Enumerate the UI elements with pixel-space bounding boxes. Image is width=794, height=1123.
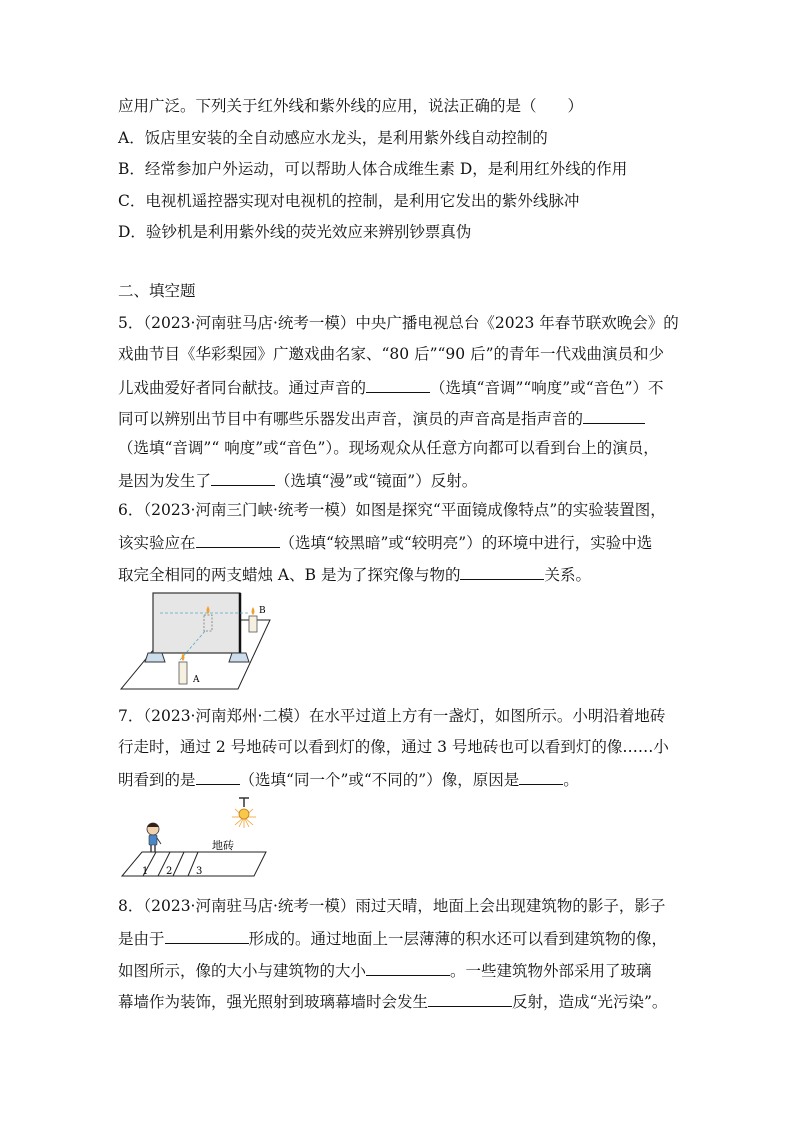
q6-line-1: 6．（2023·河南三门峡·统考一模）如图是探究“平面镜成像特点”的实验装置图， [118, 501, 666, 519]
q5-line-3-text-b: （选填“音调”“响度”或“音色”）不 [430, 379, 664, 397]
q6-blank-1[interactable] [196, 531, 280, 548]
tile-label-3: 3 [196, 866, 203, 877]
q5-line-3 [118, 376, 678, 398]
q6-line-3-text-b: 关系。 [544, 566, 591, 584]
q8-line-2 [118, 927, 678, 949]
q5-blank-2[interactable] [583, 407, 645, 424]
candle-b-flame [252, 607, 255, 615]
label-a: A [193, 675, 200, 685]
q4-stem: 应用广泛。下列关于红外线和紫外线的应用，说法正确的是（ ） [118, 97, 584, 115]
q8-line-3-text-a: 如图所示，像的大小与建筑物的大小 [118, 962, 367, 980]
q7-line-3-text-c: 。 [563, 771, 579, 789]
q8-blank-1[interactable] [165, 927, 249, 944]
q7-line-3-text-b: （选填“同一个”或“不同的”）像，原因是 [239, 771, 520, 789]
q8-line-4-text-b: 反射，造成“光污染”。 [512, 993, 668, 1011]
q8-line-2-text-a: 是由于 [118, 930, 165, 948]
q5-line-6-text-a: 是因为发生了 [118, 472, 212, 490]
candle-a-flame [182, 653, 185, 661]
tile-label-1: 1 [142, 866, 149, 877]
right-clamp [229, 653, 249, 662]
q5-line-3-text-a: 儿戏曲爱好者同台献技。通过声音的 [118, 379, 367, 397]
q8-line-3-text-b: 。一些建筑物外部采用了玻璃 [450, 962, 652, 980]
lamp-floor-figure [118, 795, 274, 877]
q8-line-1: 8．（2023·河南驻马店·统考一模）雨过天晴，地面上会出现建筑物的影子，影子 [118, 897, 666, 915]
q4-option-b: B．经常参加户外运动，可以帮助人体合成维生素 D，是利用红外线的作用 [118, 160, 628, 178]
q5-blank-3[interactable] [211, 469, 275, 486]
q7-line-2: 行走时，通过 2 号地砖可以看到灯的像，通过 3 号地砖也可以看到灯的像……小 [118, 738, 669, 756]
q7-line-1: 7．（2023·河南郑州·二模）在水平过道上方有一盏灯，如图所示。小明沿着地砖 [118, 707, 666, 725]
q5-line-6 [118, 469, 678, 491]
candle-b [249, 616, 257, 632]
q5-blank-1[interactable] [366, 376, 430, 393]
q6-line-3 [118, 563, 678, 585]
q7-line-3 [118, 768, 678, 790]
q4-option-a: A．饭店里安装的全自动感应水龙头，是利用紫外线自动控制的 [118, 129, 548, 147]
label-b: B [259, 606, 266, 616]
q6-line-3-text-a: 取完全相同的两支蜡烛 A、B 是为了探究像与物的 [118, 566, 461, 584]
q6-line-2-text-a: 该实验应在 [118, 534, 196, 552]
section-title: 二、填空题 [118, 282, 196, 300]
q6-line-2-text-b: （选填“较黑暗”或“较明亮”）的环境中进行，实验中选 [279, 534, 653, 552]
q4-option-c: C．电视机遥控器实现对电视机的控制，是利用它发出的紫外线脉冲 [118, 192, 580, 210]
q8-line-3 [118, 959, 678, 981]
q5-line-4-text-a: 同可以辨别出节目中有哪些乐器发出声音，演员的声音高是指声音的 [118, 410, 584, 428]
q8-line-4 [118, 990, 678, 1012]
mirror-experiment-figure [118, 590, 278, 692]
candle-a [179, 662, 187, 684]
q5-line-1: 5．（2023·河南驻马店·统考一模）中央广播电视总台《2023 年春节联欢晚会》的 [118, 314, 679, 332]
q8-line-2-text-b: 形成的。通过地面上一层薄薄的积水还可以看到建筑物的像， [248, 930, 668, 948]
floor-label: 地砖 [212, 839, 234, 852]
q8-blank-3[interactable] [428, 990, 512, 1007]
q6-line-2 [118, 531, 678, 553]
lamp-bulb [239, 809, 249, 819]
q7-blank-2[interactable] [519, 768, 563, 785]
q4-option-d: D．验钞机是利用紫外线的荧光效应来辨别钞票真伪 [118, 223, 472, 241]
q5-line-4 [118, 407, 678, 429]
glass-plate [153, 593, 240, 653]
tile-label-2: 2 [166, 866, 173, 877]
q7-line-3-text-a: 明看到的是 [118, 771, 196, 789]
q8-line-4-text-a: 幕墙作为装饰，强光照射到玻璃幕墙时会发生 [118, 993, 429, 1011]
tile-divider-3 [173, 852, 184, 876]
boy-figure [147, 823, 161, 852]
q6-blank-2[interactable] [460, 563, 544, 580]
q5-line-2: 戏曲节目《华彩梨园》广邀戏曲名家、“80 后”“90 后”的青年一代戏曲演员和少 [118, 345, 664, 363]
q7-blank-1[interactable] [196, 768, 240, 785]
q5-line-5: （选填“音调”“ 响度”或“音色”）。现场观众从任意方向都可以看到台上的演员， [118, 439, 659, 457]
left-clamp [145, 653, 165, 662]
q8-blank-2[interactable] [366, 959, 450, 976]
q5-line-6-text-b: （选填“漫”或“镜面”）反射。 [275, 472, 478, 490]
